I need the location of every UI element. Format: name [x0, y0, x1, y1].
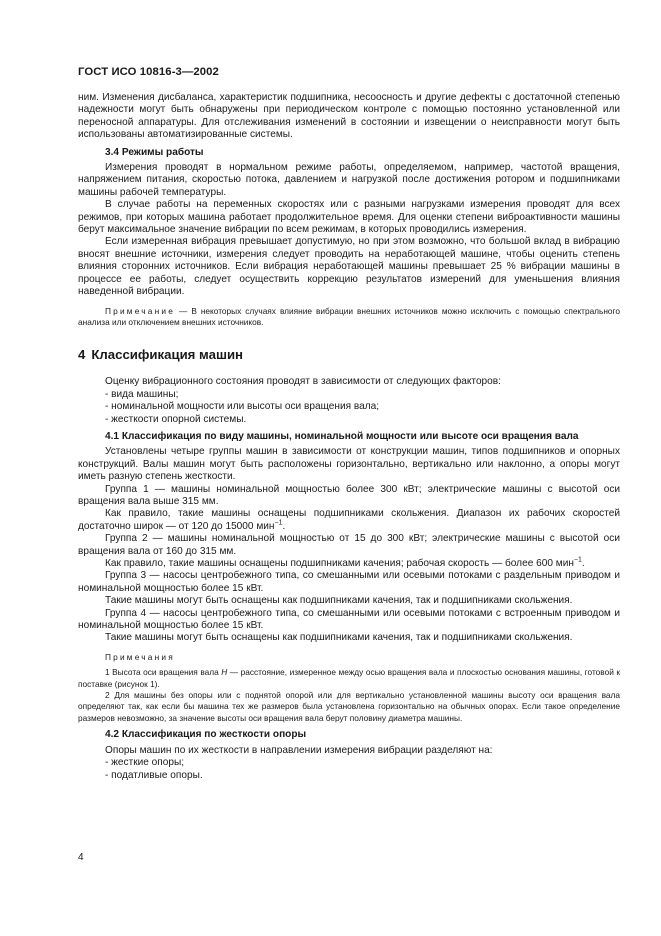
- section-4-paragraph: Оценку вибрационного состояния проводят в зависимости от следующих факторов:: [105, 376, 501, 388]
- intro-paragraph: ним. Изменения дисбаланса, характеристик подшипника, несоосность и другие дефекты с достаточной степенью надежности могут быть обнаружены при периодическом контроле с помощью постоянно установленной или переносной аппаратуры. Для отслеживания изменений в состоянии и извещении о неисправности могут быть использованы автоматизированные системы.: [78, 92, 620, 141]
- unit-exponent: −1: [274, 519, 283, 527]
- group-2-bearing-text: [78, 558, 620, 570]
- sentence-end: .: [282, 520, 286, 532]
- group-3-text: Группа 3 — насосы центробежного типа, со смешанными или осевыми потоками с раздельным приводом и номинальной мощностью более 15 кВт.: [78, 570, 620, 594]
- section-3-4-paragraph-2: В случае работы на переменных скоростях или с разными нагрузками измерения проводят для всех режимов, при которых машина работает продолжительное время. Для оценки степени виброактивности машины берут максимальное значение вибрации по всем режимам, в которых проводились измерения.: [78, 199, 620, 236]
- sentence-end: .: [581, 558, 585, 569]
- note-2: 2 Для машины без опоры или с поднятой опорой или для вертикально установленной машины высоту оси вращения вала определяют так, как если бы машина тех же размеров была установлена горизонтально на обычных опорах. Если такое определение размеров невозможно, за значение высоты оси вращения вала берут половину диаметра машины.: [78, 690, 620, 723]
- note-1-symbol: H: [221, 667, 228, 678]
- note-1: [78, 667, 620, 690]
- page-body: [78, 92, 620, 782]
- factor-item: - вида машины;: [105, 388, 179, 400]
- unit-exponent: −1: [573, 556, 582, 564]
- section-4-number: 4: [78, 347, 86, 363]
- section-4-heading: [78, 347, 620, 362]
- factor-item: - номинальной мощности или высоты оси вращения вала;: [105, 401, 380, 413]
- note-1-start: 1 Высота оси вращения вала: [105, 667, 222, 678]
- section-3-4-note: [78, 306, 620, 329]
- section-4-1-paragraph: Установлены четыре группы машин в зависимости от конструкции машин, типов подшипников и опорных конструкций. Валы машин могут быть расположены горизонтально, вертикально или наклонно, а опоры могут иметь разную степень жесткости.: [78, 446, 620, 483]
- notes-label: [78, 652, 620, 663]
- section-4-1-heading: 4.1 Классификация по виду машины, номинальной мощности или высоте оси вращения вала: [105, 430, 579, 442]
- note-text: — В некоторых случаях влияние вибрации внешних источников можно исключить с помощью спектрального анализа или отключением внешних источников.: [78, 305, 620, 327]
- group-3-bearing-text: Такие машины могут быть оснащены как подшипниками качения, так и подшипниками скольжения.: [105, 595, 573, 607]
- section-4-title: Классификация машин: [91, 347, 244, 363]
- note-label: Примечание: [105, 305, 176, 316]
- support-type-item: - жесткие опоры;: [105, 757, 185, 769]
- section-3-4-paragraph-1: Измерения проводят в нормальном режиме работы, определяемом, например, частотой вращения, напряжением питания, скоростью потока, давлением и нагрузкой после достижения ротором и подшипниками машины рабочей температуры.: [78, 162, 620, 198]
- group-1-text: Группа 1 — машины номинальной мощностью более 300 кВт; электрические машины с высотой оси вращения вала выше 315 мм.: [78, 483, 620, 507]
- notes-label-text: Примечания: [105, 651, 175, 662]
- section-4-2-paragraph: Опоры машин по их жесткости в направлении измерения вибрации разделяют на:: [105, 744, 493, 756]
- group-4-text: Группа 4 — насосы центробежного типа, со смешанными или осевыми потоками с встроенным приводом и номинальной мощностью более 15 кВт.: [78, 607, 620, 632]
- note-1-end: — расстояние, измеренное между осью вращения вала и плоскостью основания машины, готовой к поставке (рисунок 1).: [78, 667, 620, 689]
- support-type-item: - податливые опоры.: [105, 769, 203, 781]
- section-4-2-heading: 4.2 Классификация по жесткости опоры: [105, 729, 307, 741]
- factor-item: - жесткости опорной системы.: [105, 413, 247, 425]
- section-3-4-paragraph-3: Если измеренная вибрация превышает допустимую, но при этом возможно, что большой вклад в вибрацию вносят внешние источники, измерения следует проводить на неработающей машине, чтобы оценить степень влияния сторонних источников. Если вибрация неработающей машины превышает 25 % вибрации машины в процессе ее работы, следует осуществить коррекцию результатов измерений для уменьшения влияния наведенной вибрации.: [78, 236, 620, 298]
- group-1-bearing-main: Как правило, такие машины оснащены подшипниками скольжения. Диапазон их рабочих скоростей достаточно широк — от 120 до 15000 мин: [78, 508, 620, 532]
- group-2-bearing-main: Как правило, такие машины оснащены подшипниками качения; рабочая скорость — более 600 мин: [105, 558, 574, 569]
- page-number: 4: [78, 852, 84, 863]
- group-4-bearing-text: Такие машины могут быть оснащены как подшипниками качения, так и подшипниками скольжения.: [105, 632, 573, 644]
- group-2-text: Группа 2 — машины номинальной мощностью от 15 до 300 кВт; электрические машины с высотой оси вращения вала от 160 до 315 мм.: [78, 533, 620, 557]
- group-1-bearing-text: [78, 508, 620, 533]
- section-3-4-heading: 3.4 Режимы работы: [105, 146, 204, 158]
- document-header: ГОСТ ИСО 10816-3—2002: [78, 66, 219, 78]
